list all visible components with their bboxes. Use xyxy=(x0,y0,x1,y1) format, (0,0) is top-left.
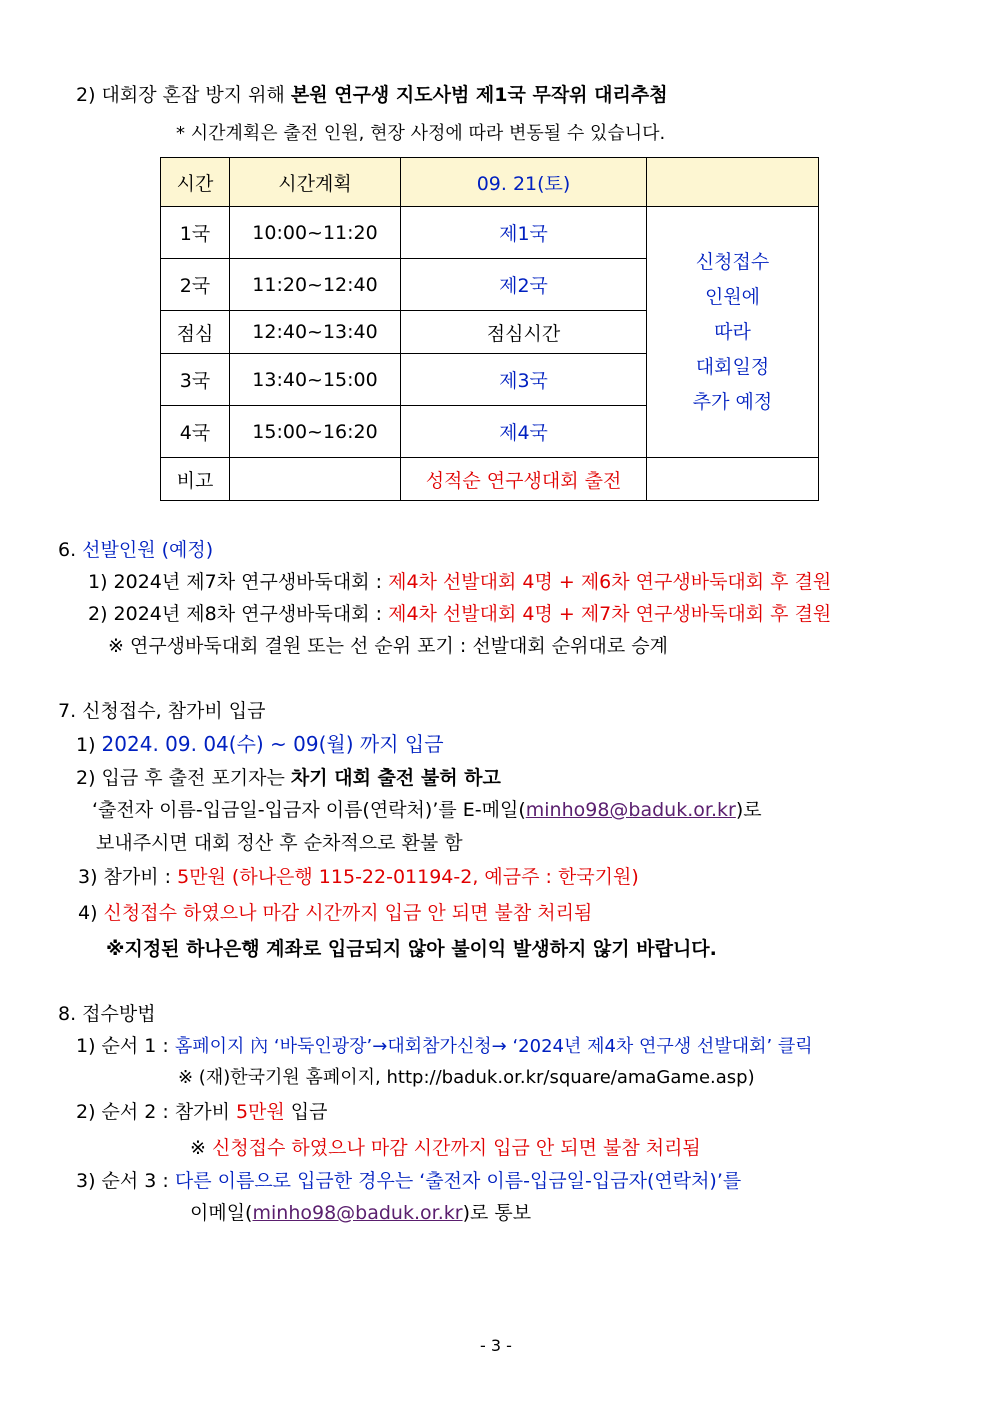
sec8-step2: 2) 순서 2 : 참가비 5만원 입금 xyxy=(76,1101,328,1123)
round-cell: 2국 xyxy=(161,259,230,311)
time-cell: 13:40~15:00 xyxy=(230,354,401,406)
sec5-item2: 2) 대회장 혼잡 방지 위해 본원 연구생 지도사범 제1국 무작위 대리추첨 xyxy=(76,84,668,106)
sec5-note: * 시간계획은 출전 인원, 현장 사정에 따라 변동될 수 있습니다. xyxy=(176,123,666,144)
email-link[interactable]: minho98@baduk.or.kr xyxy=(525,799,736,821)
sec6-item1: 1) 2024년 제7차 연구생바둑대회 : 제4차 선발대회 4명 + 제6차 연구생바둑대회 후 결원 xyxy=(88,571,832,593)
remark-text-cell: 성적순 연구생대회 출전 xyxy=(401,458,647,501)
table-row-remark xyxy=(161,458,819,501)
sec7-item2-line3: 보내주시면 대회 정산 후 순차적으로 환불 함 xyxy=(96,832,463,854)
sec8-step2-note: ※ 신청접수 하였으나 마감 시간까지 입금 안 되면 불참 처리됨 xyxy=(190,1137,701,1159)
event-cell: 제3국 xyxy=(401,354,647,406)
sec5-item2-bold: 본원 연구생 지도사범 제1국 무작위 대리추첨 xyxy=(290,84,668,106)
header-cell xyxy=(647,158,819,207)
event-cell: 제2국 xyxy=(401,259,647,311)
sec8-step1: 1) 순서 1 : 홈페이지 內 ‘바둑인광장’→대회참가신청→ ‘2024년 제4차 연구생 선발대회’ 클릭 xyxy=(76,1035,813,1057)
side-note-line: 인원에 xyxy=(704,285,761,308)
side-note-line: 추가 예정 xyxy=(692,390,773,413)
header-date-cell: 09. 21(토) xyxy=(401,158,647,207)
round-cell: 점심 xyxy=(161,311,230,354)
remark-extra-cell xyxy=(647,458,819,501)
email-link[interactable]: minho98@baduk.or.kr xyxy=(252,1202,463,1224)
sec7-title: 7. 신청접수, 참가비 입금 xyxy=(58,700,266,722)
sec8-step1-note: ※ (재)한국기원 홈페이지, http://baduk.or.kr/square/amaGame.asp) xyxy=(178,1067,755,1088)
table-row xyxy=(161,207,819,259)
time-cell: 15:00~16:20 xyxy=(230,406,401,458)
event-cell: 제4국 xyxy=(401,406,647,458)
sec8-step3: 3) 순서 3 : 다른 이름으로 입금한 경우는 ‘출전자 이름-입금일-입금자(연락처)’를 xyxy=(76,1170,742,1192)
sec6-note: ※ 연구생바둑대회 결원 또는 선 순위 포기 : 선발대회 순위대로 승계 xyxy=(108,635,668,657)
remark-label-cell: 비고 xyxy=(161,458,230,501)
table-header-row xyxy=(161,158,819,207)
time-cell: 11:20~12:40 xyxy=(230,259,401,311)
remark-time-cell xyxy=(230,458,401,501)
round-cell: 4국 xyxy=(161,406,230,458)
header-cell: 시간계획 xyxy=(230,158,401,207)
event-cell: 점심시간 xyxy=(401,311,647,354)
sec6-title: 선발인원 (예정) xyxy=(82,539,214,561)
sec7-item1: 1) 2024. 09. 04(수) ~ 09(월) 까지 입금 xyxy=(76,732,444,756)
side-note-line: 대회일정 xyxy=(695,355,770,378)
side-note-cell xyxy=(647,207,819,458)
header-cell: 시간 xyxy=(161,158,230,207)
time-cell: 12:40~13:40 xyxy=(230,311,401,354)
sec6-heading: 6. 선발인원 (예정) xyxy=(58,539,214,561)
sec7-item2-line2: ‘출전자 이름-입금일-입금자 이름(연락처)’를 E-메일(minho98@baduk.or.kr)로 xyxy=(92,799,762,821)
sec8-title: 8. 접수방법 xyxy=(58,1003,156,1025)
sec6-item2: 2) 2024년 제8차 연구생바둑대회 : 제4차 선발대회 4명 + 제7차 연구생바둑대회 후 결원 xyxy=(88,603,832,625)
page-number: - 3 - xyxy=(480,1336,512,1355)
sec7-item4: 4) 신청접수 하였으나 마감 시간까지 입금 안 되면 불참 처리됨 xyxy=(78,902,593,924)
round-cell: 1국 xyxy=(161,207,230,259)
side-note-line: 신청접수 xyxy=(695,250,770,273)
sec7-item3: 3) 참가비 : 5만원 (하나은행 115-22-01194-2, 예금주 : 한국기원) xyxy=(78,866,639,888)
round-cell: 3국 xyxy=(161,354,230,406)
sec8-step3-line2: 이메일(minho98@baduk.or.kr)로 통보 xyxy=(190,1202,532,1224)
side-note-line: 따라 xyxy=(714,320,751,343)
sec7-item4-note: ※지정된 하나은행 계좌로 입금되지 않아 불이익 발생하지 않기 바랍니다. xyxy=(106,938,717,960)
event-cell: 제1국 xyxy=(401,207,647,259)
schedule-table xyxy=(160,157,819,501)
sec7-item2: 2) 입금 후 출전 포기자는 차기 대회 출전 불허 하고 xyxy=(76,767,501,789)
time-cell: 10:00~11:20 xyxy=(230,207,401,259)
